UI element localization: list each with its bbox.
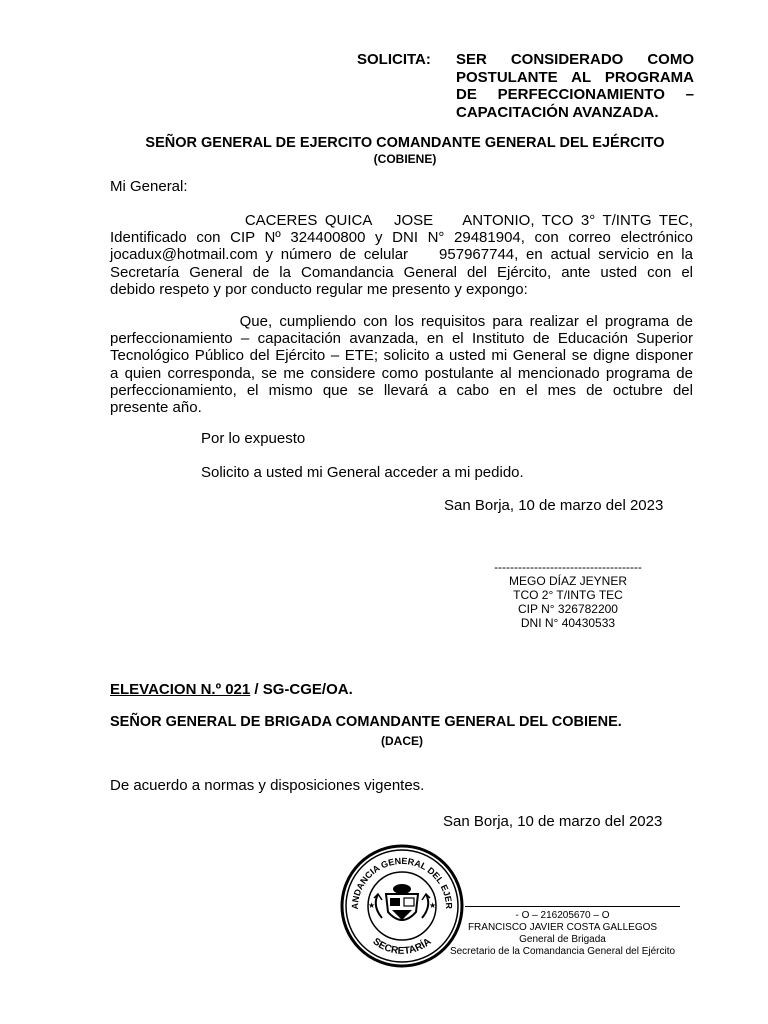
- request-line: DE PERFECCIONAMIENTO –: [456, 86, 694, 103]
- request-line: POSTULANTE AL PROGRAMA: [456, 68, 694, 86]
- paragraph-line: presente año.: [110, 399, 202, 417]
- signer-dni: DNI N° 40430533: [520, 616, 616, 630]
- request-line: CAPACITACIÓN AVANZADA.: [456, 103, 659, 121]
- elevation-reference: [110, 681, 353, 698]
- request-label: SOLICITA:: [357, 51, 431, 68]
- paragraph-line: Tecnológico Público del Ejército – ETE; solicito a usted mi General se digne disponer: [110, 347, 693, 365]
- greeting: Mi General:: [110, 178, 188, 195]
- date-line: San Borja, 10 de marzo del 2023: [443, 813, 663, 830]
- paragraph-line: Identificado con CIP Nº 324400800 y DNI N° 29481904, con correo electrónico: [110, 229, 693, 247]
- svg-text:★: ★: [429, 901, 437, 910]
- agreement-text: De acuerdo a normas y disposiciones vigentes.: [110, 777, 425, 794]
- closing-phrase: Por lo expuesto: [201, 430, 306, 447]
- signature-line: [465, 906, 680, 907]
- addressee-title: SEÑOR GENERAL DE EJERCITO COMANDANTE GENERAL DEL EJÉRCITO: [145, 135, 665, 151]
- elevation-number: ELEVACION N.º 021: [110, 681, 251, 698]
- paragraph-line: perfeccionamiento, el mismo que se llevará a cabo en el mes de octubre del: [110, 381, 693, 399]
- addressee-title: SEÑOR GENERAL DE BRIGADA COMANDANTE GENERAL DEL COBIENE.: [110, 714, 622, 730]
- request-line: SER CONSIDERADO COMO: [456, 51, 694, 68]
- signer-cip: CIP N° 326782200: [518, 602, 618, 616]
- closing-request: Solicito a usted mi General acceder a mi pedido.: [201, 464, 524, 481]
- paragraph-line: jocadux@hotmail.com y número de celular 957967744, en actual servicio en la: [110, 246, 693, 264]
- paragraph-request: [110, 313, 693, 416]
- paragraph-line: Que, cumpliendo con los requisitos para realizar el programa de: [110, 313, 693, 330]
- addressee-subtitle: (DACE): [381, 734, 423, 748]
- paragraph-identification: [110, 212, 693, 298]
- signer-rank: General de Brigada: [519, 934, 606, 945]
- signature-line: -------------------------------------: [494, 560, 642, 574]
- paragraph-line: a quien corresponda, se me considere como postulante al mencionado programa de: [110, 364, 693, 382]
- signer-rank: TCO 2° T/INTG TEC: [513, 588, 623, 602]
- paragraph-line: debido respeto y por conducto regular me presento y expongo:: [110, 280, 528, 298]
- signer-name: MEGO DÍAZ JEYNER: [508, 574, 627, 588]
- paragraph-line: [110, 212, 693, 229]
- signer-code: - O – 216205670 – O: [515, 910, 610, 921]
- svg-text:★: ★: [368, 901, 376, 910]
- signer-position: Secretario de la Comandancia General del Ejército: [449, 946, 676, 957]
- signature-block: [440, 910, 685, 958]
- applicant-name: CACERES QUICA JOSE ANTONIO, TCO 3° T/INTG TEC,: [110, 212, 693, 229]
- date-line: San Borja, 10 de marzo del 2023: [444, 497, 664, 514]
- seal-bottom-text: SECRETARÍA: [370, 936, 434, 957]
- coat-of-arms-icon: [374, 884, 430, 920]
- addressee-subtitle: (COBIENE): [373, 152, 437, 166]
- elevation-code: / SG-CGE/OA.: [250, 681, 353, 698]
- signature-block: [468, 560, 668, 630]
- paragraph-line: Secretaría General de la Comandancia General del Ejército, ante usted con el: [110, 263, 693, 281]
- request-text: [456, 51, 694, 121]
- seal-top-text: ANDANCIA GENERAL DEL EJER: [349, 855, 455, 910]
- signer-name: FRANCISCO JAVIER COSTA GALLEGOS: [467, 922, 658, 933]
- paragraph-line: perfeccionamiento – capacitación avanzada, en el Instituto de Educación Superior: [110, 330, 693, 348]
